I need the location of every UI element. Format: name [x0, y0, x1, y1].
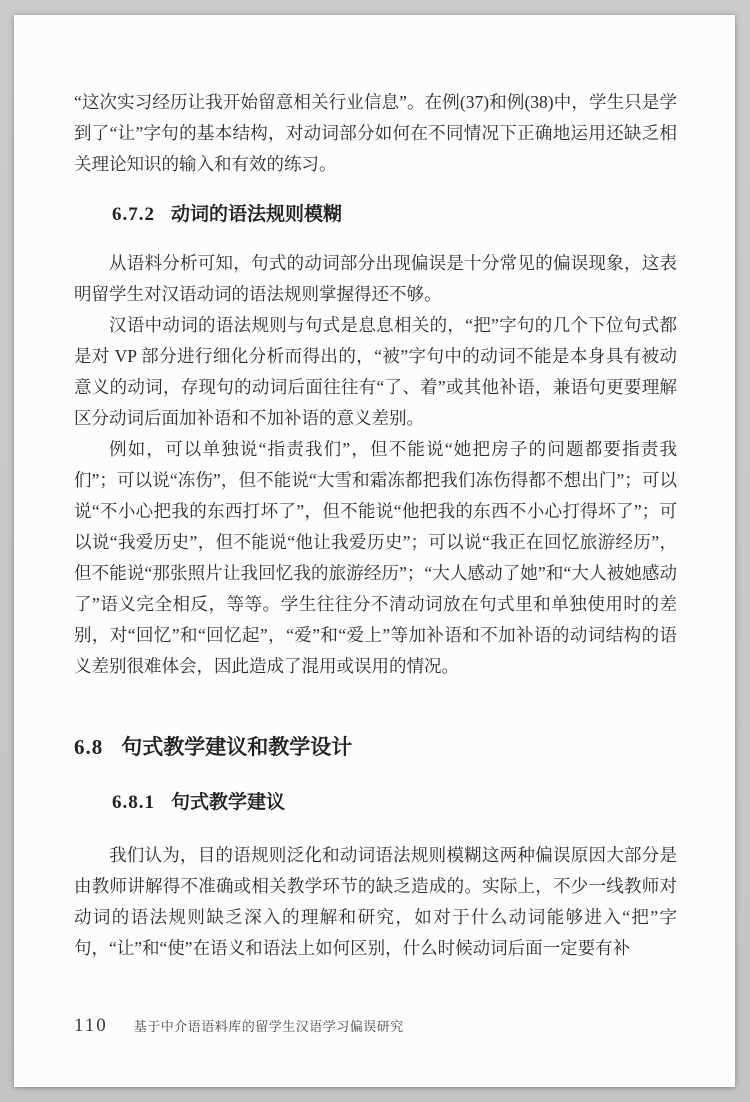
section-heading-6-8-1	[74, 790, 677, 816]
section-number-6-8: 6.8	[74, 735, 104, 759]
paragraph-examples: 例如，可以单独说“指责我们”，但不能说“她把房子的问题都要指责我们”；可以说“冻伤”，但不能说“大雪和霜冻都把我们冻伤得都不想出门”；可以说“不小心把我的东西打坏了”，但不能说“他把我的东西不小心打得坏了”；可以说“我爱历史”，但不能说“他让我爱历史”；可以说“我正在回忆旅游经历”，但不能说“那张照片让我回忆我的旅游经历”；“大人感动了她”和“大人被她感动了”语义完全相反，等等。学生往往分不清动词放在句式里和单独使用时的差别，对“回忆”和“回忆起”，“爱”和“爱上”等加补语和不加补语的动词结构的语义差别很难体会，因此造成了混用或误用的情况。	[74, 439, 677, 676]
paragraph-corpus-analysis: 从语料分析可知，句式的动词部分出现偏误是十分常见的偏误现象，这表明留学生对汉语动词的语法规则掌握得还不够。	[74, 253, 677, 304]
book-page	[14, 15, 735, 1087]
section-title-6-8: 句式教学建议和教学设计	[121, 735, 353, 759]
section-heading-6-7-2	[74, 202, 677, 228]
section-title-6-8-1: 句式教学建议	[171, 792, 286, 813]
continuation-paragraph: “这次实习经历让我开始留意相关行业信息”。在例(37)和例(38)中，学生只是学到了“让”字句的基本结构，对动词部分如何在不同情况下正确地运用还缺乏相关理论知识的输入和有效的练习。	[74, 92, 677, 174]
page-number: 110	[74, 1015, 108, 1036]
page-footer	[74, 1015, 677, 1037]
section-heading-6-8	[74, 732, 677, 762]
paragraph-grammar-rules: 汉语中动词的语法规则与句式是息息相关的，“把”字句的几个下位句式都是对 VP 部分进行细化分析而得出的，“被”字句中的动词不能是本身具有被动意义的动词，存现句的动词后面往往有“了、着”或其他补语，兼语句更要理解区分动词后面加补语和不加补语的意义差别。	[74, 315, 677, 428]
section-title-6-7-2: 动词的语法规则模糊	[171, 204, 343, 225]
paragraph-teaching-opinion: 我们认为，目的语规则泛化和动词语法规则模糊这两种偏误原因大部分是由教师讲解得不准确或相关教学环节的缺乏造成的。实际上，不少一线教师对动词的语法规则缺乏深入的理解和研究，如对于什么动词能够进入“把”字句，“让”和“使”在语义和语法上如何区别，什么时候动词后面一定要有补	[74, 845, 677, 958]
section-number-6-8-1: 6.8.1	[112, 792, 155, 813]
running-title: 基于中介语语料库的留学生汉语学习偏误研究	[133, 1019, 404, 1034]
section-number-6-7-2: 6.7.2	[112, 204, 155, 225]
